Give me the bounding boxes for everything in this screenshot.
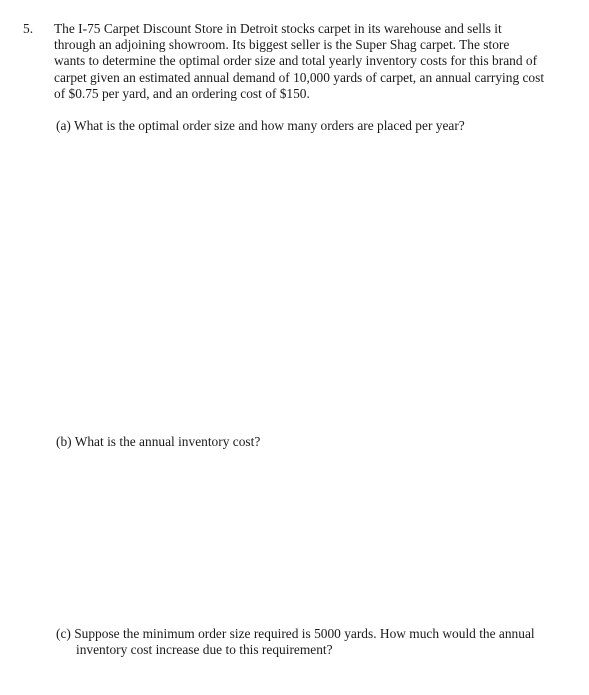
- problem-statement: [54, 21, 574, 102]
- question-c-line-1: (c) Suppose the minimum order size required is 5000 yards. How much would the annual: [56, 626, 535, 641]
- problem-line-4: carpet given an estimated annual demand of 10,000 yards of carpet, an annual carrying cost: [54, 69, 545, 85]
- problem-number: 5.: [23, 21, 34, 36]
- question-part-c: [56, 626, 576, 658]
- question-b-line-1: (b) What is the annual inventory cost?: [56, 434, 261, 449]
- problem-line-2: through an adjoining showroom. Its biggest seller is the Super Shag carpet. The store: [54, 37, 510, 53]
- question-a-line-1: (a) What is the optimal order size and how many orders are placed per year?: [56, 118, 465, 133]
- question-part-b: [56, 434, 576, 450]
- problem-line-5: of $0.75 per yard, and an ordering cost of $150.: [54, 85, 310, 101]
- problem-line-3: wants to determine the optimal order size and total yearly inventory costs for this brand of: [54, 53, 538, 69]
- question-part-a: [56, 118, 576, 134]
- problem-line-1: The I-75 Carpet Discount Store in Detroit stocks carpet in its warehouse and sells it: [54, 21, 502, 36]
- question-c-line-2: inventory cost increase due to this requirement?: [76, 642, 333, 658]
